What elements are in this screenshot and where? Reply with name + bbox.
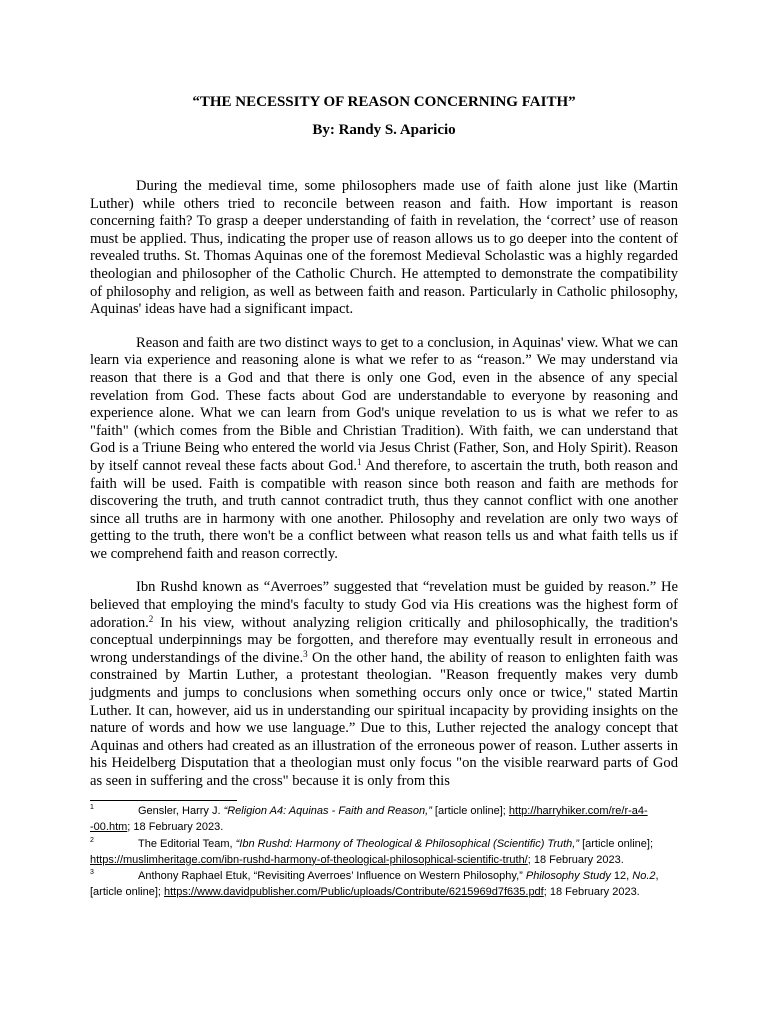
- footnote-ref-2[interactable]: 2: [148, 613, 154, 624]
- footnote-author: Anthony Raphael Etuk, “Revisiting Averroes’ Influence on Western Philosophy,”: [138, 870, 526, 883]
- footnote-link[interactable]: https://www.davidpublisher.com/Public/uploads/Contribute/6215969d7f635.pdf: [163, 886, 544, 899]
- footnote-date: ; 18 February 2023.: [543, 886, 640, 899]
- footnote-source: [article online];: [431, 805, 509, 817]
- paragraph-3-text-a: Ibn Rushd known as “Averroes” suggested that “revelation must be guided by reason.” He believed that employing the mind's faculty to study God via His creations was the highest form of adoration.: [90, 579, 678, 631]
- author-byline: By: Randy S. Aparicio: [312, 122, 456, 138]
- footnote-title: “Ibn Rushd: Harmony of Theological & Philosophical (Scientific) Truth,”: [235, 837, 580, 850]
- footnote-ref-1[interactable]: 1: [357, 456, 362, 467]
- footnote-source: [article online];: [579, 837, 653, 850]
- footnote-title: Philosophy Study: [525, 870, 611, 883]
- footnote-separator: [90, 800, 237, 801]
- paragraph-3-text-b: In his view, without analyzing religion critically and philosophically, the tradition's conceptual underpinnings may be forgotten, and therefore may eventually result in erroneous and wrong understandings of the divine.: [90, 614, 678, 666]
- footnote-issue: No.2: [632, 870, 656, 883]
- footnote-author: The Editorial Team,: [138, 837, 236, 850]
- footnote-3: 3 Anthony Raphael Etuk, “Revisiting Averroes’ Influence on Western Philosophy,” Philosophy Study 12, No.2, [article online]; https://www.davidpublisher.com/Public/uploads/Contribute/6215969d7f635.pdf; 18 February 2023.: [90, 869, 659, 899]
- footnote-author: Gensler, Harry J.: [138, 805, 224, 817]
- footnote-date: ; 18 February 2023.: [127, 821, 224, 834]
- paragraph-2: [90, 335, 678, 564]
- footnote-link[interactable]: https://muslimheritage.com/ibn-rushd-harmony-of-theological-philosophical-scientific-truth/: [90, 853, 528, 866]
- footnote-ref-3[interactable]: 3: [303, 648, 308, 659]
- footnotes: [90, 803, 678, 901]
- paragraph-3: [90, 579, 678, 790]
- document-body: [90, 178, 678, 807]
- footnote-1: 1 Gensler, Harry J. “Religion A4: Aquinas - Faith and Reason,” [article online]; http://harryhiker.com/re/r-a4--00.htm; 18 February 2023.: [90, 804, 648, 834]
- paragraph-3-text-c: On the other hand, the ability of reason to enlighten faith was constrained by Martin Luther, a protestant theologian. "Reason frequently makes very dumb judgments and jumps to conclusions when something occurs only once or twice," stated Martin Luther. It can, however, aid us in understanding our spiritual incapacity by providing insights on the nature of words and how we use language.” Due to this, Luther rejected the analogy concept that Aquinas and others had created as an illustration of the erroneous power of reason. Luther asserts in his Heidelberg Disputation that a theologian must only focus "on the visible rearward parts of God as seen in suffering and the cross" because it is only from this: [90, 649, 678, 789]
- footnote-source: , [article online];: [90, 870, 659, 899]
- paragraph-2-text-b: And therefore, to ascertain the truth, both reason and faith will be used. Faith is compatible with reason since both reason and faith are methods for discovering the truth, and truth cannot contradict truth, thus they cannot conflict with one another since all truths are in harmony with one another. Philosophy and revelation are only two ways of getting to the truth, there won't be a conflict between what reason tells us and what faith tells us if we comprehend faith and reason correctly.: [90, 457, 678, 562]
- footnote-title: “Religion A4: Aquinas - Faith and Reason,”: [223, 805, 432, 817]
- document-title: “THE NECESSITY OF REASON CONCERNING FAITH”: [192, 94, 576, 110]
- paragraph-2-text-a: Reason and faith are two distinct ways to get to a conclusion, in Aquinas' view. What we can learn via experience and reasoning alone is what we refer to as “reason.” We may understand via reason that there is a God and that there is only one God, even in the absence of any special revelation from God. These facts about God are understandable to everyone by reasoning and experience alone. What we can learn from God's unique revelation to us is what we refer to as "faith" (which comes from the Bible and Christian Tradition). With faith, we can understand that God is a Triune Being who entered the world via Jesus Christ (Father, Son, and Holy Spirit). Reason by itself cannot reveal these facts about God.: [90, 334, 678, 474]
- paragraph-1: During the medieval time, some philosophers made use of faith alone just like (Martin Luther) while others tried to reconcile between reason and faith. How important is reason concerning faith? To grasp a deeper understanding of faith in revelation, the ‘correct’ use of reason must be applied. Thus, indicating the proper use of reason allows us to go deeper into the content of revealed truths. St. Thomas Aquinas one of the foremost Medieval Scholastic was a highly regarded theologian and philosopher of the Catholic Church. He attempted to demonstrate the compatibility of philosophy and religion, as well as between faith and reason. Particularly in Catholic philosophy, Aquinas' ideas have had a significant impact.: [90, 178, 678, 318]
- footnote-link[interactable]: http://harryhiker.com/re/r-a4--00.htm: [90, 805, 648, 834]
- footnote-2: 2 The Editorial Team, “Ibn Rushd: Harmony of Theological & Philosophical (Scientific) Truth,” [article online]; https://muslimheritage.com/ibn-rushd-harmony-of-theological-philosophical-scientific-truth/; 18 February 2023.: [90, 836, 653, 866]
- footnote-date: ; 18 February 2023.: [527, 853, 624, 866]
- footnote-volume: 12,: [610, 870, 633, 883]
